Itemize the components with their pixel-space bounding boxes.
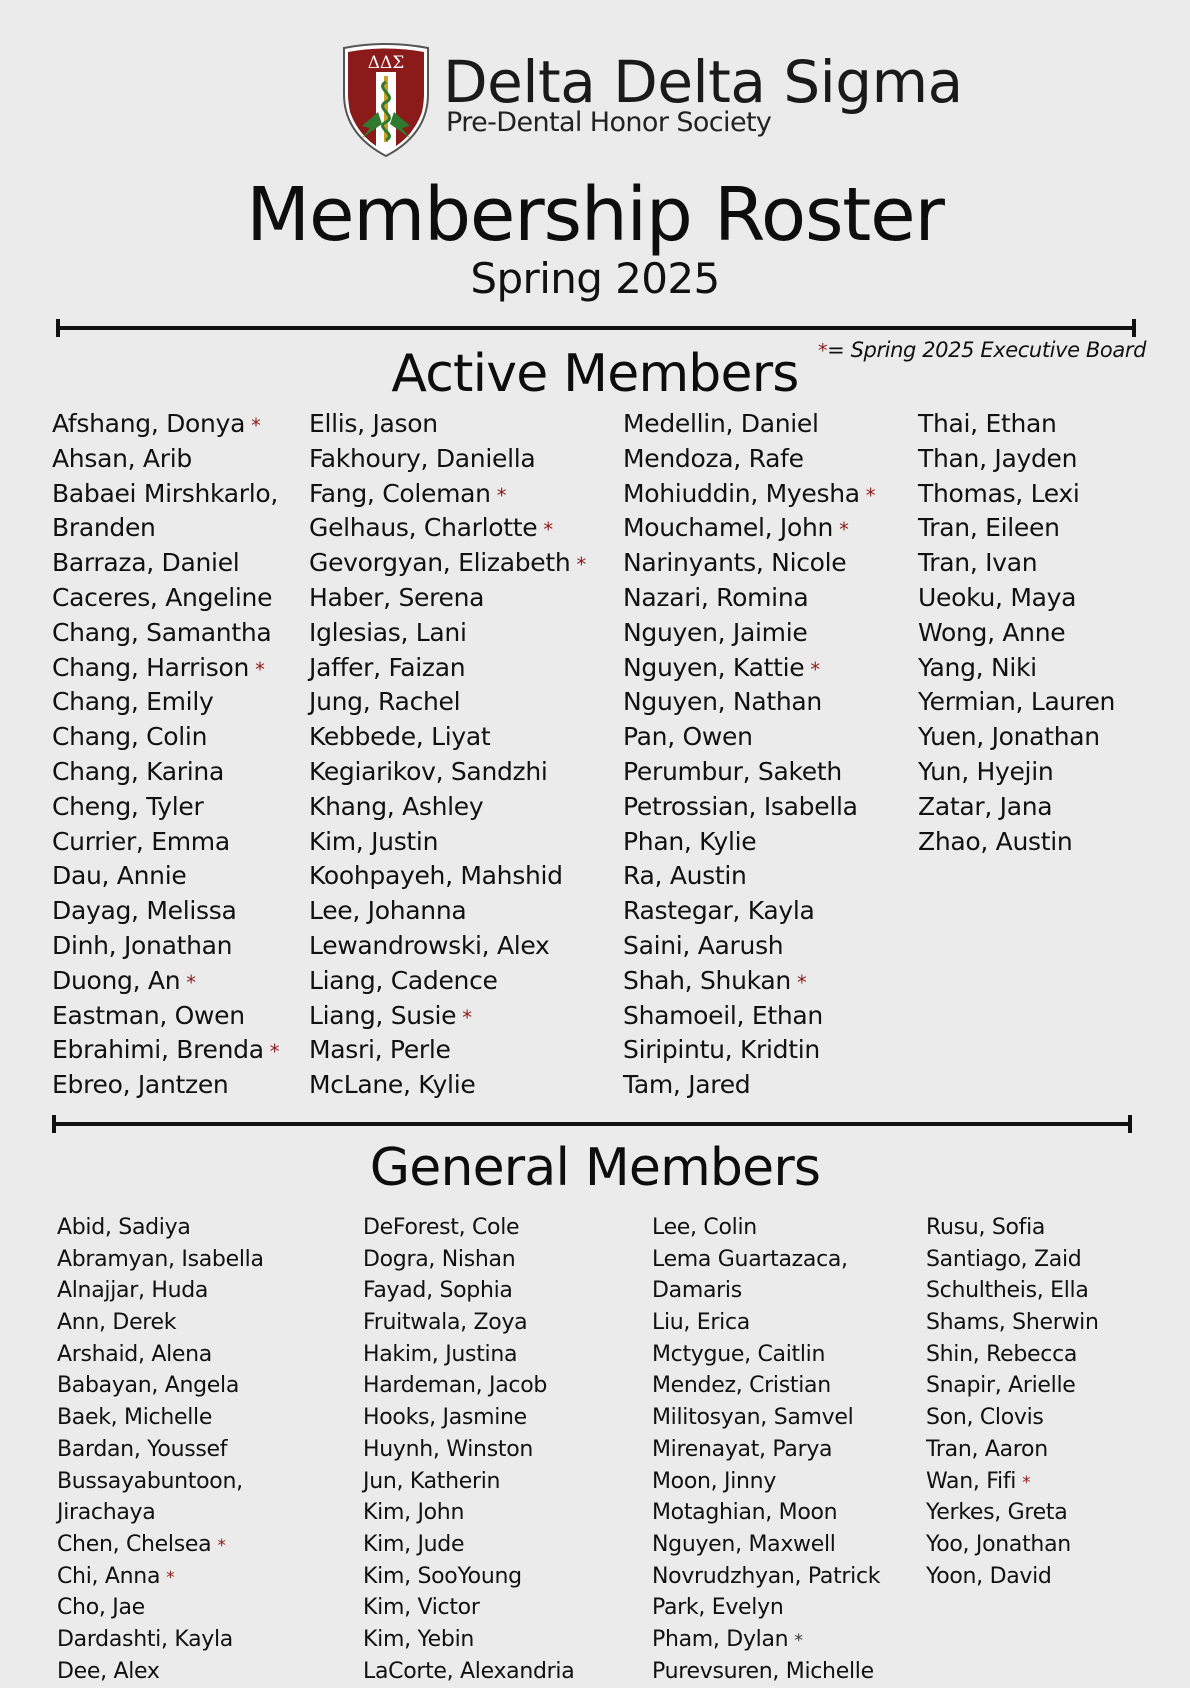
member-name-text: Chang, Emily <box>52 687 214 717</box>
member-name <box>363 1434 574 1466</box>
member-name <box>926 1244 1099 1276</box>
member-name-text: Gelhaus, Charlotte <box>309 513 538 543</box>
member-name <box>918 825 1115 860</box>
member-name-text: DeForest, Cole <box>363 1215 520 1240</box>
member-name-text: Fayad, Sophia <box>363 1278 513 1304</box>
member-name-text: Ebrahimi, Brenda <box>52 1035 264 1065</box>
member-name-text: Nguyen, Jaimie <box>623 617 808 647</box>
member-name <box>363 1497 574 1529</box>
member-name <box>918 442 1115 477</box>
active-column-3 <box>623 407 875 1103</box>
general-members-heading: General Members <box>369 1138 821 1198</box>
member-name-text: Dau, Annie <box>52 861 187 891</box>
member-name-text: Ueoku, Maya <box>918 582 1077 612</box>
member-name-text: Eastman, Owen <box>52 1000 245 1030</box>
member-name-text: Nguyen, Nathan <box>623 687 822 717</box>
member-name <box>918 790 1115 825</box>
member-name-text: Mouchamel, John <box>623 513 834 543</box>
member-name <box>52 581 279 616</box>
member-name <box>363 1624 574 1656</box>
member-name-text: Babayan, Angela <box>57 1373 240 1399</box>
member-name <box>652 1212 880 1244</box>
executive-board-star-icon: * <box>186 970 196 994</box>
active-column-2 <box>309 407 586 1103</box>
member-name <box>309 825 586 860</box>
member-name <box>309 790 586 825</box>
member-name-text: Than, Jayden <box>918 443 1078 473</box>
member-name-text: McLane, Kylie <box>309 1070 476 1100</box>
member-name <box>926 1307 1099 1339</box>
member-name-text: Shams, Sherwin <box>926 1310 1099 1336</box>
member-name <box>52 442 279 477</box>
member-name-text: Cheng, Tyler <box>52 791 204 821</box>
member-name-text: Jirachaya <box>57 1500 156 1526</box>
member-name <box>918 685 1115 720</box>
top-divider <box>56 326 1136 330</box>
member-name-text: Rusu, Sofia <box>926 1215 1046 1240</box>
member-name-text: Motaghian, Moon <box>652 1500 838 1526</box>
member-name-text: Bussayabuntoon, <box>57 1468 243 1494</box>
member-name <box>363 1402 574 1434</box>
member-name-text: Babaei Mirshkarlo, <box>52 478 279 508</box>
member-name-text: Yoo, Jonathan <box>926 1531 1071 1557</box>
member-name-text: Iglesias, Lani <box>309 617 467 647</box>
member-name <box>52 546 279 581</box>
executive-board-star-icon: * <box>543 518 553 542</box>
member-name <box>57 1497 264 1529</box>
member-name-text: Nguyen, Kattie <box>623 652 805 682</box>
member-name <box>52 999 279 1034</box>
legend-star-icon: * <box>818 340 828 362</box>
member-name <box>926 1466 1099 1498</box>
member-name <box>623 720 875 755</box>
member-name-text: Medellin, Daniel <box>623 409 819 438</box>
org-subtitle: Pre-Dental Honor Society <box>446 107 772 138</box>
member-name <box>652 1561 880 1593</box>
member-name-text: Chi, Anna <box>57 1563 161 1589</box>
member-name-text: Dinh, Jonathan <box>52 930 233 960</box>
executive-board-star-icon: * <box>810 657 820 681</box>
member-name <box>52 1033 279 1068</box>
member-name-text: Zatar, Jana <box>918 791 1053 821</box>
member-name-text: Chang, Samantha <box>52 617 272 647</box>
member-name-text: Chang, Karina <box>52 756 224 786</box>
member-name <box>623 1033 875 1068</box>
member-name-text: Yoon, David <box>926 1563 1052 1589</box>
member-name <box>363 1592 574 1624</box>
member-name <box>52 407 279 442</box>
member-name-text: Petrossian, Isabella <box>623 791 858 821</box>
member-name <box>309 1068 586 1103</box>
member-name <box>623 1068 875 1103</box>
executive-board-star-icon: * <box>839 518 849 542</box>
member-name-text: LaCorte, Alexandria <box>363 1658 575 1684</box>
member-name-text: Saini, Aarush <box>623 930 784 960</box>
member-name <box>52 755 279 790</box>
member-name <box>652 1434 880 1466</box>
member-name-text: Ellis, Jason <box>309 409 438 438</box>
member-name <box>52 616 279 651</box>
term-label: Spring 2025 <box>470 254 720 303</box>
member-name-text: Mendez, Cristian <box>652 1373 831 1399</box>
member-name-text: Mctygue, Caitlin <box>652 1341 826 1367</box>
member-name-text: Jaffer, Faizan <box>309 652 466 682</box>
executive-board-star-icon: * <box>255 657 265 681</box>
member-name <box>652 1275 880 1307</box>
member-name-text: Shamoeil, Ethan <box>623 1000 823 1030</box>
member-name <box>623 511 875 546</box>
member-name-text: Phan, Kylie <box>623 826 757 856</box>
member-name <box>57 1212 264 1244</box>
member-name <box>623 651 875 686</box>
member-name-text: Jun, Katherin <box>363 1468 501 1494</box>
member-name-text: Kim, Jude <box>363 1531 465 1557</box>
member-name-text: Kim, Victor <box>363 1595 480 1621</box>
member-name <box>926 1339 1099 1371</box>
member-name-text: Koohpayeh, Mahshid <box>309 861 563 891</box>
executive-board-star-icon: * <box>462 1005 472 1029</box>
member-name <box>623 407 875 442</box>
member-name-text: Militosyan, Samvel <box>652 1405 854 1431</box>
member-name <box>918 581 1115 616</box>
member-name-text: Huynh, Winston <box>363 1436 533 1462</box>
general-column-3 <box>652 1212 880 1687</box>
executive-board-star-icon: * <box>166 1567 175 1588</box>
member-name <box>623 825 875 860</box>
member-name <box>309 1033 586 1068</box>
page-title: Membership Roster <box>246 172 944 258</box>
member-name-text: Cho, Jae <box>57 1595 145 1621</box>
member-name-text: Wong, Anne <box>918 617 1066 647</box>
member-name-text: Ahsan, Arib <box>52 443 192 473</box>
member-name-text: Tran, Aaron <box>926 1436 1048 1462</box>
member-name <box>57 1244 264 1276</box>
member-name <box>52 720 279 755</box>
member-name-text: Caceres, Angeline <box>52 582 273 612</box>
member-name-text: Yerkes, Greta <box>926 1500 1068 1526</box>
member-name <box>623 442 875 477</box>
member-name-text: Moon, Jinny <box>652 1468 777 1494</box>
active-members-heading: Active Members <box>391 344 799 404</box>
member-name <box>309 511 586 546</box>
member-name <box>926 1497 1099 1529</box>
member-name <box>363 1275 574 1307</box>
member-name <box>918 546 1115 581</box>
member-name <box>309 407 586 442</box>
member-name-text: Kim, Yebin <box>363 1626 475 1652</box>
member-name <box>57 1466 264 1498</box>
middle-divider <box>52 1122 1132 1126</box>
member-name-text: Chang, Colin <box>52 722 208 752</box>
member-name <box>309 581 586 616</box>
member-name <box>57 1624 264 1656</box>
member-name <box>309 894 586 929</box>
member-name-text: Hooks, Jasmine <box>363 1405 527 1431</box>
executive-board-star-icon: * <box>794 1630 803 1651</box>
member-name-text: Mirenayat, Parya <box>652 1436 833 1462</box>
member-name <box>52 964 279 999</box>
member-name <box>309 442 586 477</box>
member-name-text: Dogra, Nishan <box>363 1246 516 1272</box>
member-name <box>926 1275 1099 1307</box>
member-name <box>309 755 586 790</box>
member-name <box>52 1068 279 1103</box>
member-name <box>363 1529 574 1561</box>
member-name-text: Son, Clovis <box>926 1405 1044 1431</box>
member-name <box>652 1370 880 1402</box>
member-name-text: Duong, An <box>52 965 181 995</box>
member-name <box>52 477 279 512</box>
executive-board-star-icon: * <box>1022 1472 1031 1493</box>
member-name <box>623 477 875 512</box>
member-name-text: Mendoza, Rafe <box>623 443 804 473</box>
member-name <box>52 859 279 894</box>
member-name <box>363 1339 574 1371</box>
member-name <box>363 1307 574 1339</box>
svg-text:ΔΔΣ: ΔΔΣ <box>367 53 405 73</box>
general-column-2 <box>363 1212 574 1687</box>
member-name <box>623 755 875 790</box>
member-name <box>363 1244 574 1276</box>
member-name <box>623 546 875 581</box>
society-crest-logo <box>340 42 432 158</box>
member-name-text: Lewandrowski, Alex <box>309 930 550 960</box>
member-name <box>652 1402 880 1434</box>
member-name-text: Ra, Austin <box>623 861 747 891</box>
member-name-text: Yang, Niki <box>918 652 1037 682</box>
member-name <box>309 859 586 894</box>
member-name <box>926 1529 1099 1561</box>
member-name <box>309 929 586 964</box>
member-name-text: Park, Evelyn <box>652 1595 784 1621</box>
member-name-text: Zhao, Austin <box>918 826 1073 856</box>
member-name-text: Hakim, Justina <box>363 1341 518 1367</box>
member-name <box>652 1624 880 1656</box>
member-name-text: Pan, Owen <box>623 722 753 752</box>
legend-text: = Spring 2025 Executive Board <box>827 338 1146 362</box>
member-name-text: Rastegar, Kayla <box>623 896 815 926</box>
member-name-text: Alnajjar, Huda <box>57 1278 209 1304</box>
member-name <box>918 720 1115 755</box>
member-name-text: Baek, Michelle <box>57 1405 213 1431</box>
executive-board-star-icon: * <box>269 1040 280 1064</box>
member-name-text: Thomas, Lexi <box>918 478 1080 508</box>
member-name-text: Afshang, Donya <box>52 409 246 438</box>
general-column-1 <box>57 1212 264 1687</box>
member-name-text: Haber, Serena <box>309 582 485 612</box>
active-column-4 <box>918 407 1115 859</box>
member-name <box>926 1402 1099 1434</box>
executive-board-star-icon: * <box>865 483 876 507</box>
member-name-text: Siripintu, Kridtin <box>623 1035 820 1065</box>
member-name-text: Novrudzhyan, Patrick <box>652 1563 881 1589</box>
member-name <box>652 1339 880 1371</box>
member-name-text: Thai, Ethan <box>918 409 1057 438</box>
member-name-text: Barraza, Daniel <box>52 548 240 578</box>
member-name <box>57 1339 264 1371</box>
member-name-text: Chen, Chelsea <box>57 1531 212 1557</box>
member-name-text: Santiago, Zaid <box>926 1246 1082 1272</box>
member-name <box>52 929 279 964</box>
member-name <box>57 1275 264 1307</box>
member-name <box>52 685 279 720</box>
member-name <box>918 407 1115 442</box>
member-name-text: Purevsuren, Michelle <box>652 1658 874 1684</box>
member-name <box>623 616 875 651</box>
member-name-text: Liu, Erica <box>652 1310 750 1336</box>
member-name <box>57 1656 264 1688</box>
executive-board-star-icon: * <box>251 414 261 437</box>
member-name <box>623 929 875 964</box>
member-name-text: Tam, Jared <box>623 1070 751 1100</box>
active-column-1 <box>52 407 279 1103</box>
member-name <box>363 1466 574 1498</box>
executive-board-star-icon: * <box>796 970 807 994</box>
member-name <box>623 859 875 894</box>
member-name <box>918 511 1115 546</box>
member-name <box>57 1592 264 1624</box>
member-name <box>363 1656 574 1688</box>
member-name <box>52 651 279 686</box>
member-name-text: Kim, John <box>363 1500 465 1526</box>
member-name <box>623 894 875 929</box>
member-name <box>309 964 586 999</box>
member-name-text: Lema Guartazaca, <box>652 1246 848 1272</box>
member-name-text: Kegiarikov, Sandzhi <box>309 756 548 786</box>
member-name-text: Ebreo, Jantzen <box>52 1070 229 1100</box>
member-name <box>652 1466 880 1498</box>
member-name-text: Khang, Ashley <box>309 791 484 821</box>
member-name-text: Mohiuddin, Myesha <box>623 478 860 508</box>
member-name-text: Tran, Ivan <box>918 548 1038 578</box>
member-name-text: Dee, Alex <box>57 1658 160 1684</box>
member-name <box>57 1561 264 1593</box>
member-name-text: Arshaid, Alena <box>57 1341 212 1367</box>
member-name <box>309 685 586 720</box>
member-name <box>652 1307 880 1339</box>
member-name <box>652 1529 880 1561</box>
member-name-text: Jung, Rachel <box>309 687 461 717</box>
member-name-text: Dardashti, Kayla <box>57 1626 233 1652</box>
member-name-text: Nguyen, Maxwell <box>652 1531 836 1557</box>
member-name <box>652 1656 880 1688</box>
member-name-text: Shin, Rebecca <box>926 1341 1078 1367</box>
member-name-text: Shah, Shukan <box>623 965 791 995</box>
member-name <box>52 511 279 546</box>
member-name-text: Liang, Cadence <box>309 965 498 995</box>
member-name-text: Abramyan, Isabella <box>57 1246 264 1272</box>
member-name <box>363 1370 574 1402</box>
member-name <box>926 1561 1099 1593</box>
member-name <box>309 477 586 512</box>
member-name <box>309 546 586 581</box>
member-name <box>623 685 875 720</box>
member-name <box>926 1212 1099 1244</box>
member-name <box>652 1592 880 1624</box>
member-name-text: Fakhoury, Daniella <box>309 443 536 473</box>
member-name-text: Dayag, Melissa <box>52 896 237 926</box>
member-name <box>309 651 586 686</box>
member-name-text: Pham, Dylan <box>652 1626 789 1652</box>
member-name <box>57 1370 264 1402</box>
org-name: Delta Delta Sigma <box>443 48 963 116</box>
member-name <box>57 1529 264 1561</box>
member-name-text: Chang, Harrison <box>52 652 250 682</box>
member-name-text: Abid, Sadiya <box>57 1215 191 1240</box>
member-name <box>309 616 586 651</box>
member-name <box>363 1212 574 1244</box>
member-name-text: Kim, Justin <box>309 826 439 856</box>
member-name-text: Fang, Coleman <box>309 478 491 508</box>
member-name-text: Nazari, Romina <box>623 582 809 612</box>
member-name <box>926 1434 1099 1466</box>
member-name-text: Narinyants, Nicole <box>623 548 847 578</box>
member-name <box>309 720 586 755</box>
member-name-text: Kim, SooYoung <box>363 1563 522 1589</box>
member-name-text: Lee, Colin <box>652 1215 757 1240</box>
member-name <box>623 581 875 616</box>
member-name-text: Gevorgyan, Elizabeth <box>309 548 571 578</box>
member-name <box>652 1244 880 1276</box>
member-name <box>57 1402 264 1434</box>
executive-board-star-icon: * <box>496 483 507 507</box>
member-name-text: Perumbur, Saketh <box>623 756 842 786</box>
member-name-text: Snapir, Arielle <box>926 1373 1076 1399</box>
member-name-text: Yermian, Lauren <box>918 687 1116 717</box>
member-name-text: Wan, Fifi <box>926 1468 1017 1494</box>
member-name-text: Currier, Emma <box>52 826 230 856</box>
member-name-text: Tran, Eileen <box>918 513 1060 543</box>
member-name <box>52 790 279 825</box>
member-name-text: Branden <box>52 513 156 543</box>
member-name-text: Hardeman, Jacob <box>363 1373 548 1399</box>
member-name-text: Bardan, Youssef <box>57 1436 228 1462</box>
member-name <box>52 825 279 860</box>
member-name-text: Yun, Hyejin <box>918 756 1054 786</box>
member-name-text: Fruitwala, Zoya <box>363 1310 528 1336</box>
member-name-text: Damaris <box>652 1278 742 1304</box>
member-name-text: Lee, Johanna <box>309 896 467 926</box>
member-name <box>918 477 1115 512</box>
member-name-text: Masri, Perle <box>309 1035 451 1065</box>
general-column-4 <box>926 1212 1099 1592</box>
member-name <box>57 1434 264 1466</box>
member-name <box>623 964 875 999</box>
member-name <box>57 1307 264 1339</box>
member-name <box>623 790 875 825</box>
member-name-text: Liang, Susie <box>309 1000 457 1030</box>
member-name-text: Kebbede, Liyat <box>309 722 491 752</box>
member-name <box>52 894 279 929</box>
member-name <box>652 1497 880 1529</box>
member-name <box>926 1370 1099 1402</box>
executive-board-star-icon: * <box>217 1535 226 1556</box>
member-name <box>309 999 586 1034</box>
member-name-text: Ann, Derek <box>57 1310 177 1336</box>
member-name <box>918 755 1115 790</box>
member-name <box>363 1561 574 1593</box>
member-name <box>623 999 875 1034</box>
member-name-text: Schultheis, Ella <box>926 1278 1089 1304</box>
executive-board-star-icon: * <box>576 553 586 577</box>
member-name <box>918 616 1115 651</box>
member-name-text: Yuen, Jonathan <box>918 722 1100 752</box>
member-name <box>918 651 1115 686</box>
